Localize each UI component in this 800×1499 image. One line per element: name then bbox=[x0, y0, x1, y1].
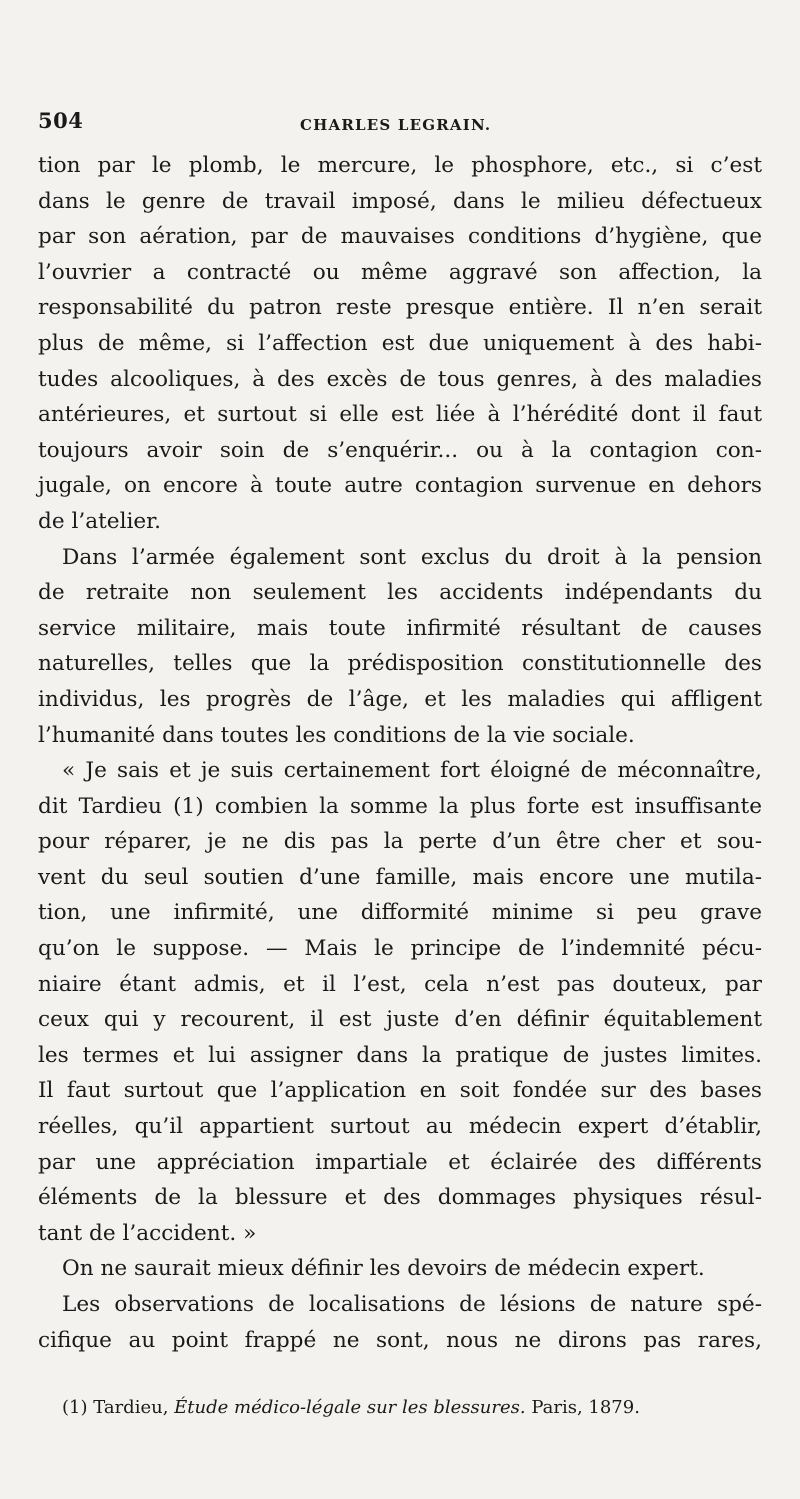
text-line: pour réparer, je ne dis pas la perte d’un être cher et sou- bbox=[38, 829, 762, 855]
paragraph bbox=[38, 1251, 762, 1287]
text-line: « Je sais et je suis certainement fort éloigné de méconnaître, bbox=[62, 758, 762, 784]
text-line: tudes alcooliques, à des excès de tous genres, à des maladies bbox=[38, 366, 762, 392]
body-text bbox=[38, 148, 762, 1358]
running-head: CHARLES LEGRAIN. bbox=[300, 116, 492, 134]
text-line: par une appréciation impartiale et éclairée des différents bbox=[38, 1149, 762, 1175]
text-line: naturelles, telles que la prédisposition constitutionnelle des bbox=[38, 651, 762, 677]
text-line: antérieures, et surtout si elle est liée à l’hérédité dont il faut bbox=[38, 402, 762, 428]
text-line: individus, les progrès de l’âge, et les maladies qui affligent bbox=[38, 686, 762, 712]
text-line: de retraite non seulement les accidents indépendants du bbox=[38, 580, 762, 606]
text-line: les termes et lui assigner dans la pratique de justes limites. bbox=[38, 1042, 762, 1068]
text-line: éléments de la blessure et des dommages physiques résul- bbox=[38, 1185, 762, 1211]
text-line: Dans l’armée également sont exclus du droit à la pension bbox=[62, 544, 762, 570]
text-line: dit Tardieu (1) combien la somme la plus forte est insuffisante bbox=[38, 793, 762, 819]
text-line: vent du seul soutien d’une famille, mais encore une mutila- bbox=[38, 864, 762, 890]
text-line: jugale, on encore à toute autre contagion survenue en dehors bbox=[38, 473, 762, 499]
text-line: par son aération, par de mauvaises conditions d’hygiène, que bbox=[38, 224, 762, 250]
footnote bbox=[62, 1395, 762, 1421]
paragraph bbox=[38, 753, 762, 1251]
footnote-author: Tardieu, bbox=[93, 1397, 169, 1418]
text-line: réelles, qu’il appartient surtout au médecin expert d’établir, bbox=[38, 1114, 762, 1140]
text-line: l’ouvrier a contracté ou même aggravé son affection, la bbox=[38, 259, 762, 285]
text-line: qu’on le suppose. — Mais le principe de l’indemnité pécu- bbox=[38, 936, 762, 962]
text-line: l’humanité dans toutes les conditions de la vie sociale. bbox=[38, 722, 635, 748]
text-line: toujours avoir soin de s’enquérir... ou à la contagion con- bbox=[38, 437, 762, 463]
text-line: Il faut surtout que l’application en soit fondée sur des bases bbox=[38, 1078, 762, 1104]
text-line: responsabilité du patron reste presque entière. Il n’en serait bbox=[38, 295, 762, 321]
text-line: ceux qui y recourent, il est juste d’en définir équitablement bbox=[38, 1007, 762, 1033]
footnote-marker: (1) bbox=[62, 1397, 88, 1418]
text-line: cifique au point frappé ne sont, nous ne dirons pas rares, bbox=[38, 1327, 762, 1353]
text-line: niaire étant admis, et il l’est, cela n’est pas douteux, par bbox=[38, 971, 762, 997]
text-line: dans le genre de travail imposé, dans le milieu défectueux bbox=[38, 188, 762, 214]
text-line: tion, une infirmité, une difformité minime si peu grave bbox=[38, 900, 762, 926]
text-line: plus de même, si l’affection est due uniquement à des habi- bbox=[38, 330, 762, 356]
paragraph bbox=[38, 1287, 762, 1358]
text-line: service militaire, mais toute infirmité résultant de causes bbox=[38, 615, 762, 641]
footnote-place-year: Paris, 1879. bbox=[531, 1397, 640, 1418]
page-number: 504 bbox=[38, 108, 84, 133]
text-line: On ne saurait mieux définir les devoirs de médecin expert. bbox=[62, 1256, 705, 1282]
text-line: tion par le plomb, le mercure, le phosphore, etc., si c’est bbox=[38, 153, 762, 178]
page-header bbox=[38, 108, 760, 142]
text-line: de l’atelier. bbox=[38, 508, 161, 534]
footnote-title: Étude médico-légale sur les blessures. bbox=[174, 1397, 526, 1418]
text-line: tant de l’accident. » bbox=[38, 1220, 257, 1246]
paragraph bbox=[38, 540, 762, 754]
text-line: Les observations de localisations de lésions de nature spé- bbox=[62, 1292, 762, 1317]
paragraph bbox=[38, 148, 762, 540]
